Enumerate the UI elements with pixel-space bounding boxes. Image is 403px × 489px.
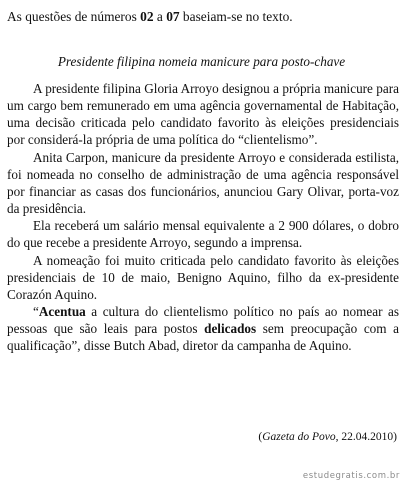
source-citation: [258, 430, 397, 444]
source-open-paren: (: [258, 431, 263, 443]
bold-word-delicados: delicados: [204, 321, 257, 337]
article-paragraph-2: Anita Carpon, manicure da presidente Arroyo e considerada estilista, foi nomeada no conselho de administração de uma agência responsável por financiar as casas dos funcionários, anunciou Gary Olivar, porta-voz da presidência.: [7, 149, 399, 217]
intro-instruction: [7, 8, 399, 25]
intro-from-number: 02: [140, 9, 154, 24]
article-body: [7, 80, 399, 355]
article-paragraph-4: A nomeação foi muito criticada pelo candidato favorito às eleições presidenciais de 10 de maio, Benigno Aquino, filho da ex-presidente Corazón Aquino.: [7, 252, 399, 302]
intro-prefix: As questões de números: [7, 9, 141, 24]
article-paragraph-5: [7, 303, 399, 354]
intro-middle: a: [153, 9, 167, 24]
paragraph-5-text-2: sem preocupação com a qualificação”, disse Butch Abad, diretor da campanha de Aquino.: [7, 321, 399, 354]
source-publication: Gazeta do Povo: [262, 431, 336, 443]
intro-to-number: 07: [166, 9, 180, 24]
bold-word-acentua: Acentua: [38, 304, 86, 320]
article-title: Presidente filipina nomeia manicure para posto-chave: [57, 54, 346, 69]
quote-open: “: [33, 304, 39, 320]
site-watermark: estudegratis.com.br: [302, 471, 400, 481]
article-paragraph-3: Ela receberá um salário mensal equivalente a 2 900 dólares, o dobro do que recebe a presidente Arroyo, segundo a imprensa.: [7, 218, 399, 251]
article-paragraph-1: A presidente filipina Gloria Arroyo designou a própria manicure para um cargo bem remunerado em uma agência governamental de Habitação, uma decisão criticada pelo candidato favorito às eleições presidenciais por considerá-la própria de uma política do “clientelismo”.: [7, 81, 399, 148]
paragraph-5-text-1: a cultura do clientelismo político no país ao nomear as pessoas que são leais para postos: [7, 304, 399, 337]
source-date: , 22.04.2010): [335, 431, 397, 443]
intro-suffix: baseiam-se no texto.: [179, 9, 293, 24]
